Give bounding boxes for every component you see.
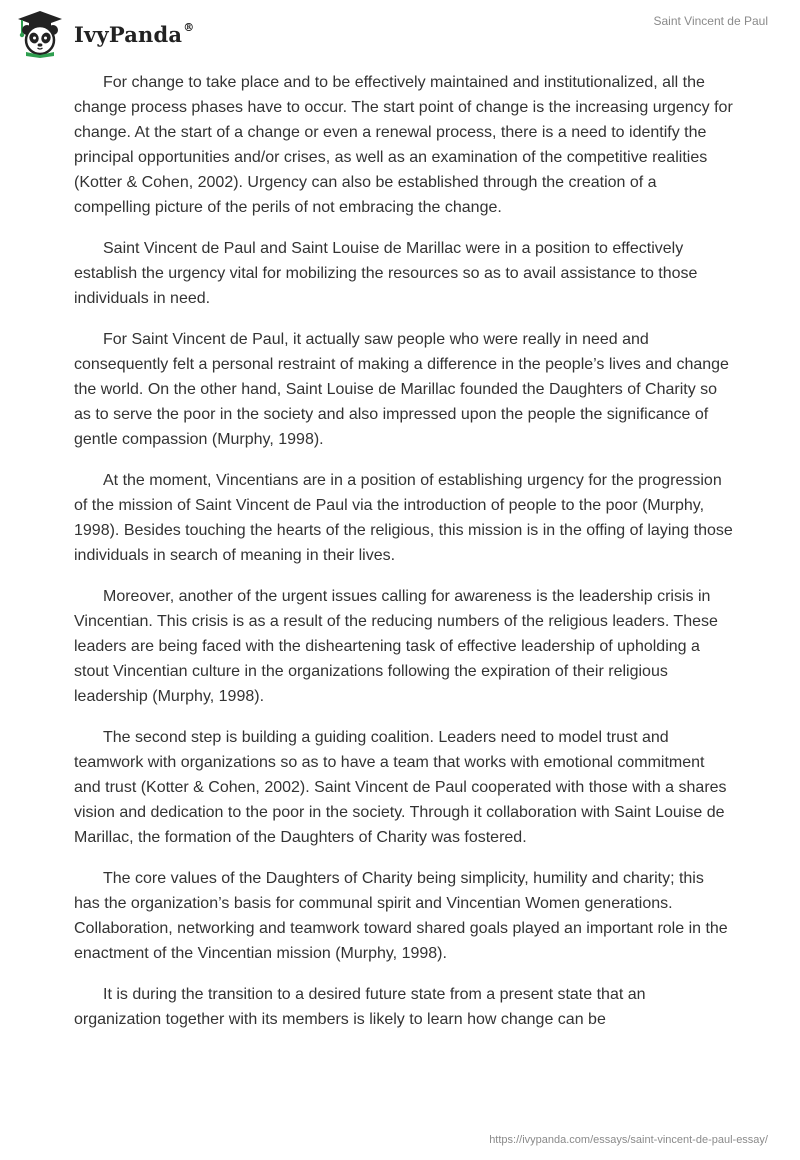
paragraph: Saint Vincent de Paul and Saint Louise de Marillac were in a position to effectively establish the urgency vital for mobilizing the resources so as to avail assistance to those individuals in need. <box>74 240 698 307</box>
source-url[interactable]: https://ivypanda.com/essays/saint-vincent-de-paul-essay/ <box>489 1134 768 1146</box>
essay-body <box>74 70 734 1048</box>
paragraph: For Saint Vincent de Paul, it actually saw people who were really in need and consequently felt a personal restraint of making a difference in the people’s lives and change the world. On the other hand, Saint Louise de Marillac founded the Daughters of Charity so as to serve the poor in the society and also impressed upon the people the significance of gentle compassion (Murphy, 1998). <box>74 331 729 448</box>
brand-name <box>74 22 194 47</box>
paragraph: The core values of the Daughters of Charity being simplicity, humility and charity; this has the organization’s basis for communal spirit and Vincentian Women generations. Collaboration, networking and teamwork toward shared goals played an important role in the enactment of the Vincentian mission (Murphy, 1998). <box>74 870 728 962</box>
paragraph: At the moment, Vincentians are in a position of establishing urgency for the progression of the mission of Saint Vincent de Paul via the introduction of people to the poor (Murphy, 1998). Besides touching the hearts of the religious, this mission is in the offing of laying those individuals in search of meaning in their lives. <box>74 472 733 564</box>
panda-logo-icon <box>14 8 66 58</box>
brand-name-text: IvyPanda <box>74 21 183 47</box>
brand-logo[interactable] <box>14 8 194 58</box>
paragraph: Moreover, another of the urgent issues calling for awareness is the leadership crisis in Vincentian. This crisis is as a result of the reducing numbers of the religious leaders. These leaders are being faced with the disheartening task of effective leadership of upholding a stout Vincentian culture in the organizations following the expiration of their religious leadership (Murphy, 1998). <box>74 588 718 705</box>
paragraph: It is during the transition to a desired future state from a present state that an organization together with its members is likely to learn how change can be <box>74 986 646 1028</box>
registered-mark: ® <box>183 20 195 34</box>
paragraph: The second step is building a guiding coalition. Leaders need to model trust and teamwork with organizations so as to have a team that works with emotional commitment and trust (Kotter & Cohen, 2002). Saint Vincent de Paul cooperated with those with a shares vision and dedication to the poor in the society. Through it collaboration with Saint Louise de Marillac, the formation of the Daughters of Charity was fostered. <box>74 729 727 846</box>
paragraph: For change to take place and to be effectively maintained and institutionalized, all the change process phases have to occur. The start point of change is the increasing urgency for change. At the start of a change or even a renewal process, there is a need to identify the principal opportunities and/or crises, as well as an examination of the competitive realities (Kotter & Cohen, 2002). Urgency can also be established through the creation of a compelling picture of the perils of not embracing the change. <box>74 74 733 216</box>
document-title: Saint Vincent de Paul <box>653 14 768 28</box>
page-header <box>0 0 800 70</box>
